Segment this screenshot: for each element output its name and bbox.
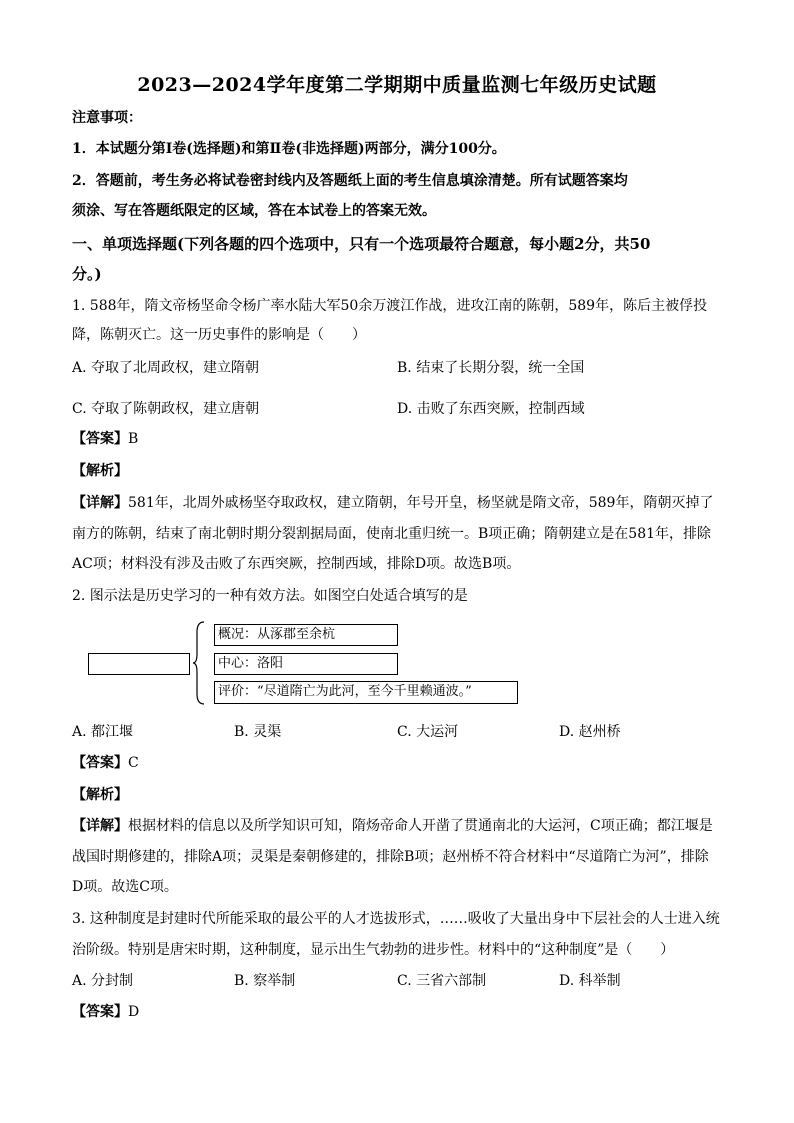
q1-option-c: C. 夺取了陈朝政权，建立唐朝 xyxy=(72,401,260,417)
q1-answer-value: B xyxy=(128,431,139,447)
q3-stem-line-1: 3. 这种制度是封建时代所能采取的最公平的人才选拔形式，……吸收了大量出身中下层社会的人士进入统 xyxy=(72,911,720,927)
q3-answer-label: 【答案】 xyxy=(72,1004,128,1020)
q3-answer-value: D xyxy=(128,1004,140,1020)
q2-option-a: A. 都江堰 xyxy=(72,724,134,740)
q1-detail-label: 【详解】 xyxy=(72,495,128,511)
q3-option-b: B. 察举制 xyxy=(234,973,296,989)
q1-analysis-label: 【解析】 xyxy=(72,463,128,479)
q2-diagram-box-evaluation: 评价：“尽道隋亡为此河，至今千里赖通波。” xyxy=(214,681,518,704)
q3-stem-line-2: 治阶级。特别是唐宋时期，这种制度，显示出生气勃勃的进步性。材料中的“这种制度”是（ ） xyxy=(72,942,675,958)
q2-diagram-box-overview: 概况：从涿郡至余杭 xyxy=(214,624,398,646)
brace-icon xyxy=(192,620,206,706)
q2-detail-line-1: 【详解】根据材料的信息以及所学知识可知，隋炀帝命人开凿了贯通南北的大运河，C项正确；都江堰是 xyxy=(72,818,713,834)
q2-option-c: C. 大运河 xyxy=(397,724,459,740)
q2-diagram-blank-box xyxy=(88,653,190,675)
q2-detail-label: 【详解】 xyxy=(72,818,128,834)
page-title: 2023—2024学年度第二学期期中质量监测七年级历史试题 xyxy=(137,74,657,96)
q1-option-d: D. 击败了东西突厥，控制西域 xyxy=(397,401,585,417)
q2-answer xyxy=(72,753,139,773)
q2-detail-line-2: 战国时期修建的，排除A项；灵渠是秦朝修建的，排除B项；赵州桥不符合材料中“尽道隋亡为河”，排除 xyxy=(72,849,709,865)
notice-item-1: 1．本试题分第Ⅰ卷(选择题)和第Ⅱ卷(非选择题)两部分，满分100分。 xyxy=(72,141,506,157)
section-1-heading-line-2: 分。) xyxy=(72,265,102,283)
q3-answer xyxy=(72,1002,139,1022)
q1-answer-label: 【答案】 xyxy=(72,431,128,447)
q3-option-d: D. 科举制 xyxy=(559,973,621,989)
q2-diagram xyxy=(88,620,528,710)
q2-option-d: D. 赵州桥 xyxy=(559,724,621,740)
q1-stem-line-2: 降，陈朝灭亡。这一历史事件的影响是（ ） xyxy=(72,327,366,343)
q2-answer-value: C xyxy=(128,755,139,771)
q1-stem-line-1: 1. 588年，隋文帝杨坚命令杨广率水陆大军50余万渡江作战，进攻江南的陈朝，589年，陈后主被俘投 xyxy=(72,298,708,314)
q2-answer-label: 【答案】 xyxy=(72,755,128,771)
q1-option-b: B. 结束了长期分裂，统一全国 xyxy=(397,360,585,376)
notice-heading: 注意事项： xyxy=(72,110,142,126)
notice-item-2-line-2: 须涂、写在答题纸限定的区域，答在本试卷上的答案无效。 xyxy=(72,203,436,219)
q1-option-a: A. 夺取了北周政权，建立隋朝 xyxy=(72,360,260,376)
q2-option-b: B. 灵渠 xyxy=(234,724,282,740)
q1-answer xyxy=(72,429,138,449)
q2-analysis-label: 【解析】 xyxy=(72,787,128,803)
notice-item-2-line-1: 2．答题前，考生务必将试卷密封线内及答题纸上面的考生信息填涂清楚。所有试题答案均 xyxy=(72,173,628,189)
q3-option-a: A. 分封制 xyxy=(72,973,134,989)
q2-diagram-box-center: 中心：洛阳 xyxy=(214,653,398,675)
q3-option-c: C. 三省六部制 xyxy=(397,973,487,989)
q1-detail-line-2: 南方的陈朝，结束了南北朝时期分裂割据局面，使南北重归统一。B项正确；隋朝建立是在581年，排除 xyxy=(72,526,712,542)
section-1-heading-line-1: 一、单项选择题(下列各题的四个选项中，只有一个选项最符合题意，每小题2分，共50 xyxy=(72,235,651,253)
q2-stem: 2. 图示法是历史学习的一种有效方法。如图空白处适合填写的是 xyxy=(72,588,468,604)
q1-detail-line-3: AC项；材料没有涉及击败了东西突厥，控制西域，排除D项。故选B项。 xyxy=(72,556,521,572)
q2-detail-line-3: D项。故选C项。 xyxy=(72,879,178,895)
q1-detail-line-1: 【详解】581年，北周外戚杨坚夺取政权，建立隋朝，年号开皇，杨坚就是隋文帝，589年，隋朝灭掉了 xyxy=(72,495,714,511)
